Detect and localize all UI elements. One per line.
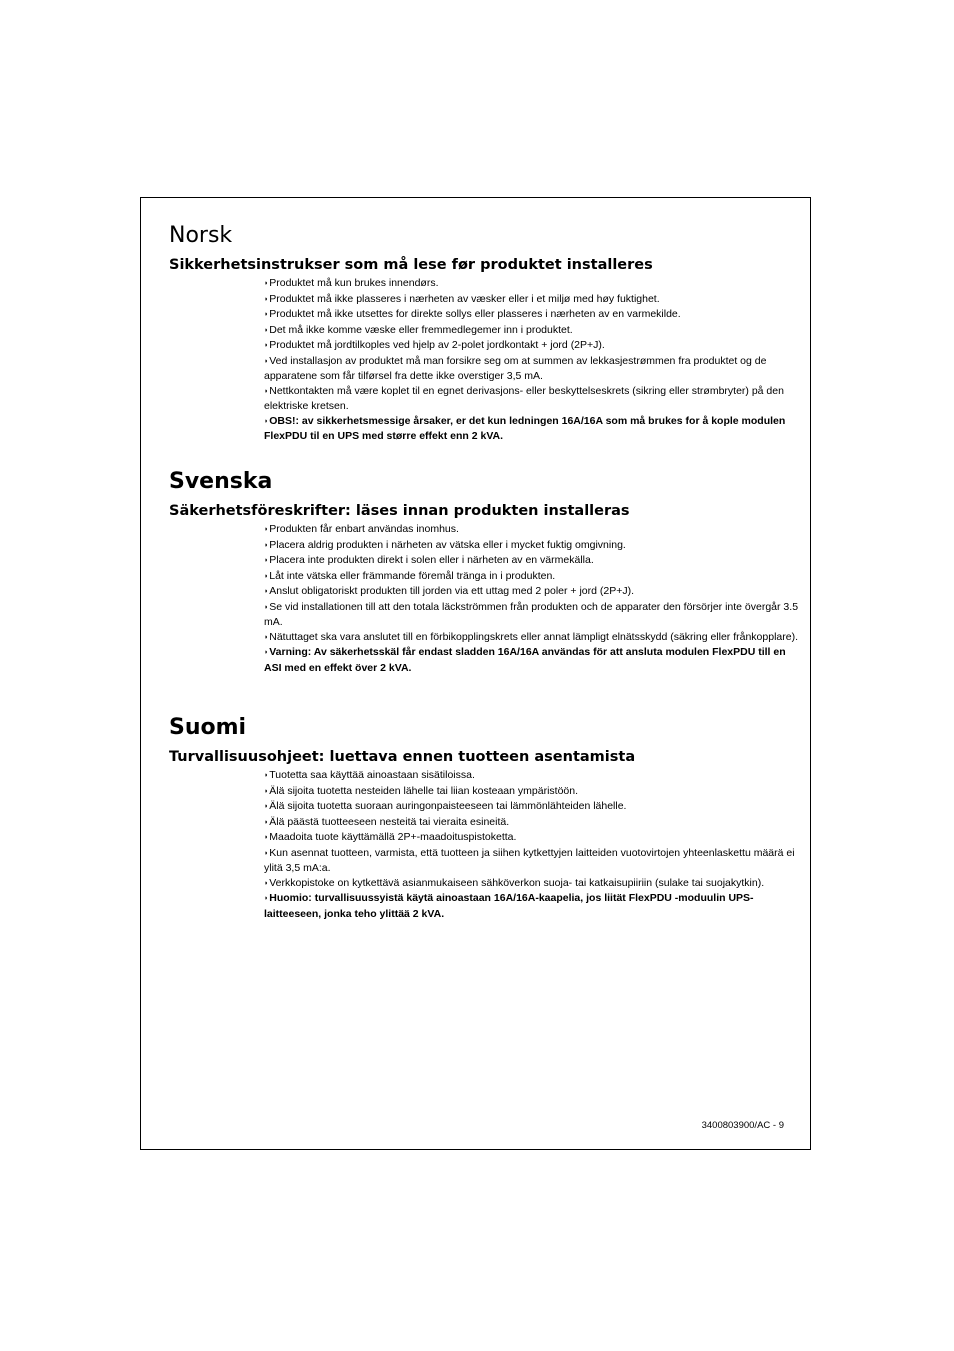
- page-frame: [140, 197, 811, 1150]
- list-item-text: Det må ikke komme væske eller fremmedlegemer inn i produktet.: [269, 323, 573, 336]
- list-item-text: Maadoita tuote käyttämällä 2P+-maadoituspistoketta.: [269, 831, 517, 843]
- bullet-icon: ◗: [264, 649, 269, 656]
- bullet-icon: ◗: [264, 280, 269, 287]
- bullet-icon: ◗: [264, 588, 269, 595]
- bullet-icon: ◗: [264, 895, 269, 902]
- list-item: [264, 584, 799, 600]
- section-subtitle: Sikkerhetsinstrukser som må lese før produktet installeres: [169, 257, 653, 273]
- list-item: [264, 799, 799, 815]
- bullet-icon: ◗: [264, 541, 269, 549]
- list-item-text: Älä päästä tuotteeseen nesteitä tai vieraita esineitä.: [269, 815, 510, 828]
- list-item-text: Tuotetta saa käyttää ainoastaan sisätiloissa.: [269, 769, 475, 781]
- bullet-icon: ◗: [264, 633, 269, 641]
- section-svenska: [169, 469, 799, 675]
- list-item-text: Nätuttaget ska vara anslutet till en förbikopplingskrets eller annat lämpligt elnätsskydd (säkring eller frånkopplare).: [269, 630, 799, 643]
- list-item: [264, 538, 799, 554]
- list-item: [264, 414, 799, 444]
- list-item-text: Produktet må ikke utsettes for direkte sollys eller plasseres i nærheten av en varmekilde.: [269, 308, 681, 320]
- list-item-text: Verkkopistoke on kytkettävä asianmukaiseen sähköverkon suoja- tai katkaisupiiriin (sulake tai suojakytkin).: [269, 876, 765, 889]
- list-item-text: Produkten får enbart användas inomhus.: [269, 523, 459, 535]
- bullet-icon: ◗: [264, 295, 269, 303]
- list-item: [264, 630, 799, 646]
- list-item-text: Ved installasjon av produktet må man forsikre seg om at summen av lekkasjestrømmen fra produktet og de apparatene som får tilførsel fra dette ikke overstiger 3,5 mA.: [264, 354, 767, 382]
- list-item-text: Placera aldrig produkten i närheten av vätska eller i mycket fuktig omgivning.: [269, 538, 626, 551]
- list-item-text: Älä sijoita tuotetta suoraan auringonpaisteeseen tai lämmönlähteiden lähelle.: [269, 800, 627, 812]
- bullet-icon: ◗: [264, 818, 269, 826]
- bullet-icon: ◗: [264, 572, 269, 580]
- bullet-icon: ◗: [264, 342, 269, 349]
- list-item: [264, 323, 799, 339]
- section-title: Norsk: [169, 223, 233, 248]
- list-item-text: Se vid installationen till att den totala läckströmmen från produkten och de apparater den försörjer inte övergår 3.5 mA.: [264, 600, 799, 628]
- section-suomi: [169, 715, 799, 921]
- list-item-text: Produktet må kun brukes innendørs.: [269, 277, 439, 289]
- list-item-text: Anslut obligatoriskt produkten till jorden via ett uttag med 2 poler + jord (2P+J).: [269, 585, 635, 597]
- instruction-list: [169, 522, 799, 675]
- list-item-text: Produktet må ikke plasseres i nærheten av væsker eller i et miljø med høy fuktighet.: [269, 292, 660, 305]
- list-item: [264, 276, 799, 292]
- section-subtitle: Turvallisuusohjeet: luettava ennen tuotteen asentamista: [169, 749, 636, 765]
- list-item-text: OBS!: av sikkerhetsmessige årsaker, er det kun ledningen 16A/16A som må brukes for å kople modulen FlexPDU til en UPS med større effekt enn 2 kVA.: [264, 414, 786, 442]
- list-item: [264, 830, 799, 846]
- list-item: [264, 784, 799, 800]
- list-item: [264, 553, 799, 569]
- bullet-icon: ◗: [264, 387, 269, 395]
- list-item-text: Nettkontakten må være koplet til en egnet derivasjons- eller beskyttelseskrets (sikring eller strømbryter) på den elektriske kretsen.: [264, 384, 784, 412]
- list-item: [264, 645, 799, 675]
- list-item-text: Kun asennat tuotteen, varmista, että tuotteen ja siihen kytkettyjen laitteiden vuotovirtojen yhteenlaskettu määrä ei ylitä 3,5 mA:a.: [264, 846, 795, 874]
- list-item-text: Huomio: turvallisuussyistä käytä ainoastaan 16A/16A-kaapelia, jos liität FlexPDU -moduulin UPS-laitteeseen, jonka teho ylittää 2 kVA.: [264, 892, 754, 920]
- list-item-text: Produktet må jordtilkoples ved hjelp av 2-polet jordkontakt + jord (2P+J).: [269, 339, 605, 351]
- bullet-icon: ◗: [264, 311, 269, 318]
- instruction-list: [169, 276, 799, 444]
- list-item-text: Låt inte vätska eller främmande föremål tränga in i produkten.: [269, 569, 556, 582]
- list-item: [264, 600, 799, 630]
- bullet-icon: ◗: [264, 526, 269, 533]
- list-item: [264, 354, 799, 384]
- list-item: [264, 522, 799, 538]
- bullet-icon: ◗: [264, 326, 269, 334]
- bullet-icon: ◗: [264, 879, 269, 887]
- list-item: [264, 569, 799, 585]
- list-item: [264, 846, 799, 876]
- list-item: [264, 891, 799, 921]
- section-norsk: [169, 223, 799, 444]
- list-item: [264, 768, 799, 784]
- bullet-icon: ◗: [264, 557, 269, 564]
- bullet-icon: ◗: [264, 772, 269, 779]
- list-item-text: Placera inte produkten direkt i solen eller i närheten av en värmekälla.: [269, 554, 594, 566]
- bullet-icon: ◗: [264, 603, 269, 611]
- list-item: [264, 292, 799, 308]
- bullet-icon: ◗: [264, 787, 269, 795]
- list-item: [264, 815, 799, 831]
- section-title: Suomi: [169, 715, 247, 740]
- bullet-icon: ◗: [264, 849, 269, 857]
- section-title: Svenska: [169, 469, 273, 494]
- instruction-list: [169, 768, 799, 921]
- list-item-text: Varning: Av säkerhetsskäl får endast sladden 16A/16A användas för att ansluta modulen FlexPDU till en ASI med en effekt över 2 kVA.: [264, 646, 786, 674]
- section-subtitle: Säkerhetsföreskrifter: läses innan produkten installeras: [169, 503, 630, 519]
- bullet-icon: ◗: [264, 357, 269, 365]
- bullet-icon: ◗: [264, 417, 269, 425]
- list-item: [264, 338, 799, 354]
- list-item: [264, 307, 799, 323]
- bullet-icon: ◗: [264, 803, 269, 810]
- page-footer: 3400803900/AC - 9: [701, 1120, 784, 1131]
- list-item: [264, 876, 799, 892]
- list-item: [264, 384, 799, 414]
- bullet-icon: ◗: [264, 834, 269, 841]
- list-item-text: Älä sijoita tuotetta nesteiden lähelle tai liian kosteaan ympäristöön.: [269, 784, 579, 797]
